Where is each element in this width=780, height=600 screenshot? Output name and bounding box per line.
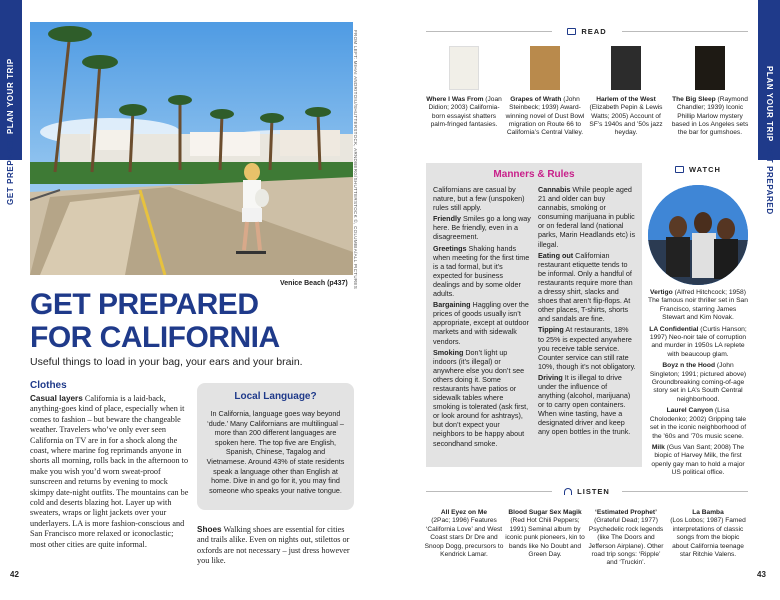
manners-item-text: Shaking hands when meeting for the first time is a tad formal, but it’s expected for business dealings and by some older adults. xyxy=(433,243,530,299)
manners-item-lead: Bargaining xyxy=(433,300,471,310)
song-desc: (Red Hot Chili Peppers; 1991) Seminal album by iconic punk pioneers, kin to bands like No Doubt and Green Day. xyxy=(505,517,585,559)
manners-item-lead: Friendly xyxy=(433,214,461,224)
page-number-left: 42 xyxy=(10,570,19,579)
language-text: In California, language goes way beyond ‘dude.’ Many Californians are multilingual – more than 200 different languages are spoken here. The top five are English, Spanish, Chinese, Tagalog and Vietnamese. Around 43% of state residents speak a language other than English at home. Dive in and go for it, you may find someone who speaks your native tongue. xyxy=(206,409,345,495)
film-desc: (John Singleton; 1991; pictured above) Groundbreaking coming-of-age story set in LA’s South Central neighborhood. xyxy=(649,362,747,403)
book-title: The Big Sleep xyxy=(672,96,716,103)
film-title: Milk xyxy=(651,443,665,451)
manners-item-lead: Driving xyxy=(538,372,563,382)
book-item xyxy=(505,46,585,137)
film-title: Boyz n the Hood xyxy=(662,362,716,370)
watch-list xyxy=(648,289,748,481)
manners-item-text: It is illegal to drive under the influence of anything (alcohol, marijuana) or to carry open containers. When wine tasting, have a designated driver and keep any open bottles in the trunk. xyxy=(538,372,631,437)
film-title: LA Confidential xyxy=(649,325,699,333)
book-cover xyxy=(611,46,641,90)
book-desc: (John Steinbeck; 1939) Award-winning novel of Dust Bowl migration on Route 66 to California’s Central Valley. xyxy=(505,96,585,137)
film-title: Laurel Canyon xyxy=(666,407,714,415)
manners-item xyxy=(433,244,531,299)
film-item xyxy=(648,407,748,441)
song-title: Blood Sugar Sex Magik xyxy=(508,509,582,516)
photo-credit: FROM LEFT: MIHAI ANDRITOIU/SHUTTERSTOCK, ARNDBERG/SHUTTERSTOCK ©, COLUMBIA/ALL PICTURES xyxy=(353,30,358,290)
manners-item-lead: Cannabis xyxy=(538,185,571,194)
clothes-paragraph xyxy=(30,394,190,550)
book-item xyxy=(586,46,666,137)
tv-icon xyxy=(675,166,684,173)
book-title: Harlem of the West xyxy=(596,96,656,103)
film-desc: (Gus Van Sant; 2008) The biopic of Harvey Milk, the first openly gay man to hold a major US political office. xyxy=(651,443,745,477)
listen-heading xyxy=(552,484,622,498)
book-item xyxy=(670,46,750,137)
manners-item xyxy=(433,348,531,448)
manners-item-text: At restaurants, 18% to 25% is expected anywhere you receive table service. Counter service can still rate 10%, though it’s not obligatory. xyxy=(538,325,636,371)
photo-caption: Venice Beach (p437) xyxy=(280,280,348,287)
book-title: Where I Was From xyxy=(426,96,484,103)
manners-box xyxy=(426,163,642,467)
manners-item-text: Californians are casual by nature, but a few (unspoken) rules still apply. xyxy=(433,185,525,213)
manners-right-column xyxy=(538,185,636,437)
song-item xyxy=(424,509,504,559)
film-item xyxy=(648,289,748,323)
side-tab-plan-label: PLAN YOUR TRIP xyxy=(765,66,774,142)
book-desc: (Joan Didion; 2003) California-born essayist shatters palm-fringed fantasies. xyxy=(428,96,502,128)
headphones-icon xyxy=(564,488,572,495)
song-title: ‘Estimated Prophet’ xyxy=(595,509,657,516)
manners-item-text: Haggling over the prices of goods usually isn’t appropriate, except at outdoor markets and with sidewalk vendors. xyxy=(433,300,529,346)
book-item xyxy=(424,46,504,129)
book-desc: (Raymond Chandler; 1939) Iconic Phillip Marlow mystery based in Los Angeles sets the bar for gumshoes. xyxy=(671,96,749,137)
manners-item xyxy=(433,300,531,345)
manners-item-text: Californian restaurant etiquette tends to be informal. Only a handful of restaurants require more than a dressy shirt, slacks and shoes that aren’t flip-flops. At other places, T-shirts, shorts and sandals are fine. xyxy=(538,250,633,324)
song-item xyxy=(586,509,666,568)
manners-item xyxy=(433,185,531,212)
manners-item-text: Don’t light up indoors (it’s illegal) or anywhere else you don’t see others doing it. Some restaurants have patios or sidewalk tables where smoking is tolerated (ask first, or look around for ashtrays), but don’t expect your neighbors to be happy about secondhand smoke. xyxy=(433,347,529,448)
watch-heading xyxy=(648,162,748,176)
film-item xyxy=(648,362,748,404)
read-heading xyxy=(552,24,622,38)
book-cover xyxy=(695,46,725,90)
film-desc: (Alfred Hitchcock; 1958) The famous noir thriller set in San Francisco, starring James Stewart and Kim Novak. xyxy=(648,289,748,322)
clothes-lead: Casual layers xyxy=(30,394,83,403)
language-heading: Local Language? xyxy=(234,391,317,402)
page-subtitle: Useful things to load in your bag, your ears and your brain. xyxy=(30,356,303,368)
manners-item xyxy=(538,251,636,324)
song-title: La Bamba xyxy=(692,509,724,516)
manners-item xyxy=(538,185,636,249)
film-item xyxy=(648,444,748,478)
language-box xyxy=(197,383,354,510)
song-title: All Eyez on Me xyxy=(440,509,488,516)
film-item xyxy=(648,326,748,360)
side-tab-plan-label: PLAN YOUR TRIP xyxy=(6,58,15,134)
manners-item-lead: Smoking xyxy=(433,347,464,357)
listen-heading-label: LISTEN xyxy=(577,486,610,496)
watch-heading-label: WATCH xyxy=(689,164,721,174)
right-side-tab xyxy=(758,0,780,160)
book-icon xyxy=(567,28,576,35)
manners-left-column xyxy=(433,185,531,448)
shoes-paragraph xyxy=(197,525,357,567)
film-desc: (Lisa Cholodenko; 2002) Gripping tale set in the iconic neighborhood of the ’60s and ’70s music scene. xyxy=(649,407,747,440)
clothes-heading: Clothes xyxy=(30,380,67,391)
page-title-line1: GET PREPARED xyxy=(30,288,259,321)
song-desc: (Grateful Dead; 1977) Psychedelic rock legends (like The Doors and Jefferson Airplane). Other road trip songs: ‘Ripple’ and ‘Truckin’. xyxy=(588,517,664,567)
page-title-line2: FOR CALIFORNIA xyxy=(30,321,280,354)
venice-beach-photo xyxy=(30,22,353,275)
shoes-lead: Shoes xyxy=(197,525,222,534)
manners-item-lead: Eating out xyxy=(538,250,574,260)
film-title: Vertigo xyxy=(650,289,673,296)
side-tab-section-label: GET PREPARED xyxy=(6,135,15,205)
book-cover xyxy=(449,46,479,90)
manners-item xyxy=(538,325,636,370)
book-cover xyxy=(530,46,560,90)
manners-item xyxy=(433,214,531,241)
manners-item-text: While people aged 21 and older can buy cannabis, smoking or consuming marijuana in public or on federal land (national parks, Marin Headlands etc) is illegal. xyxy=(538,185,636,249)
song-item xyxy=(505,509,585,559)
clothes-body: California is a laid-back, anything-goes kind of place, especially when it comes to fashion – but beware the changeable weather. Travelers who’ve only ever seen California on TV are in for a shock along the coast, where marine fog reprimands anyone in shorts all morning, rolls back in the afternoon to make you wish you’d worn sweat-proof sunscreen and returns by evening to mock skimpy date-night outfits. The mountains can be cold and deserts blazing hot. Layer up with sweaters, wraps or light jackets over your underlayers. LA is more fashion-conscious and San Francisco more relaxed or iconoclastic; most other cities are quite informal. xyxy=(30,394,189,549)
page-number-right: 43 xyxy=(757,570,766,579)
book-desc: (Elizabeth Pepin & Lewis Watts; 2005) Account of SF’s 1940s and ’50s jazz heyday. xyxy=(589,104,663,137)
side-tab-section-label: GET PREPARED xyxy=(765,145,774,215)
film-still-photo xyxy=(648,185,748,285)
book-title: Grapes of Wrath xyxy=(510,96,562,103)
shoes-body: Walking shoes are essential for cities and trails alike. Even on nights out, stilettos or oxfords are not necessary – just dress however you like. xyxy=(197,525,350,566)
manners-item xyxy=(538,373,636,437)
manners-item-lead: Greetings xyxy=(433,243,467,253)
song-desc: (2Pac; 1996) Features ‘California Love’ and West Coast stars Dr Dre and Snoop Dogg, precursors to Kendrick Lamar. xyxy=(424,517,504,559)
manners-item-lead: Tipping xyxy=(538,325,564,335)
read-heading-label: READ xyxy=(581,26,607,36)
film-desc: (Curtis Hanson; 1997) Neo-noir tale of corruption and murder in 1950s LA replete with beaucoup glam. xyxy=(649,325,747,358)
song-desc: (Los Lobos; 1987) Famed interpretations of classic songs from the biopic about California teenage star Ritchie Valens. xyxy=(670,517,746,559)
manners-item-text: Smiles go a long way here. Be friendly, even in a disagreement. xyxy=(433,214,531,242)
manners-heading: Manners & Rules xyxy=(493,169,575,180)
song-item xyxy=(668,509,748,559)
